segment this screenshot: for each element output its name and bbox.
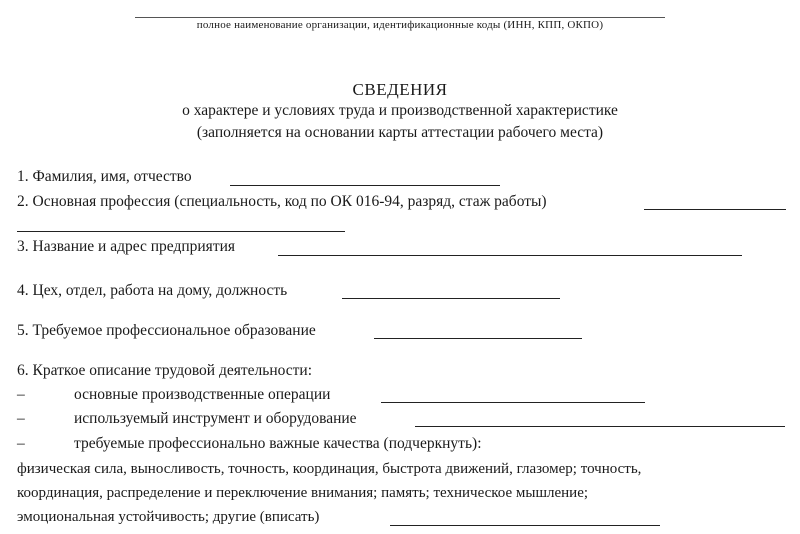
qualities-line-1: физическая сила, выносливость, точность, координация, быстрота движений, глазомер; точность, <box>17 461 642 477</box>
field-label-activity: 6. Краткое описание трудовой деятельности: <box>17 362 312 379</box>
field-label-profession: 2. Основная профессия (специальность, код по ОК 016-94, разряд, стаж работы) <box>17 193 547 210</box>
field-label-full-name: 1. Фамилия, имя, отчество <box>17 168 192 185</box>
field-row-activity <box>17 362 312 380</box>
field-blank-position[interactable] <box>342 298 560 299</box>
qualities-line-3: эмоциональная устойчивость; другие (вписать) <box>17 509 320 525</box>
field-row-profession <box>17 193 547 211</box>
field-blank-full-name[interactable] <box>230 185 500 186</box>
subfield-label-qualities: требуемые профессионально важные качества (подчеркнуть): <box>74 435 482 452</box>
subfield-label-tools: используемый инструмент и оборудование <box>74 410 357 427</box>
field-row-education <box>17 322 316 340</box>
subfield-label-operations: основные производственные операции <box>74 386 331 403</box>
field-label-position: 4. Цех, отдел, работа на дому, должность <box>17 282 288 299</box>
field-blank-profession-1[interactable] <box>644 209 786 210</box>
field-blank-education[interactable] <box>374 338 582 339</box>
subfield-blank-operations[interactable] <box>381 402 645 403</box>
document-subtitle-note: (заполняется на основании карты аттестации рабочего места) <box>196 124 604 141</box>
field-label-education: 5. Требуемое профессиональное образование <box>17 322 316 339</box>
document-title: СВЕДЕНИЯ <box>352 80 448 99</box>
qualities-line-2: координация, распределение и переключение внимания; память; техническое мышление; <box>17 485 589 501</box>
field-blank-enterprise[interactable] <box>278 255 742 256</box>
dash-marker-3: – <box>17 435 25 452</box>
field-blank-profession-2[interactable] <box>17 231 345 232</box>
document-subtitle: о характере и условиях труда и производственной характеристике <box>182 102 618 119</box>
field-label-enterprise: 3. Название и адрес предприятия <box>17 238 236 255</box>
header-note: полное наименование организации, идентификационные коды (ИНН, КПП, ОКПО) <box>196 19 604 31</box>
field-row-enterprise <box>17 238 235 256</box>
field-row-position <box>17 282 287 300</box>
qualities-other-blank[interactable] <box>390 525 660 526</box>
dash-marker-1: – <box>17 386 25 403</box>
field-row-full-name <box>17 168 192 186</box>
header-underline <box>135 17 665 18</box>
dash-marker-2: – <box>17 410 25 427</box>
subfield-blank-tools[interactable] <box>415 426 785 427</box>
